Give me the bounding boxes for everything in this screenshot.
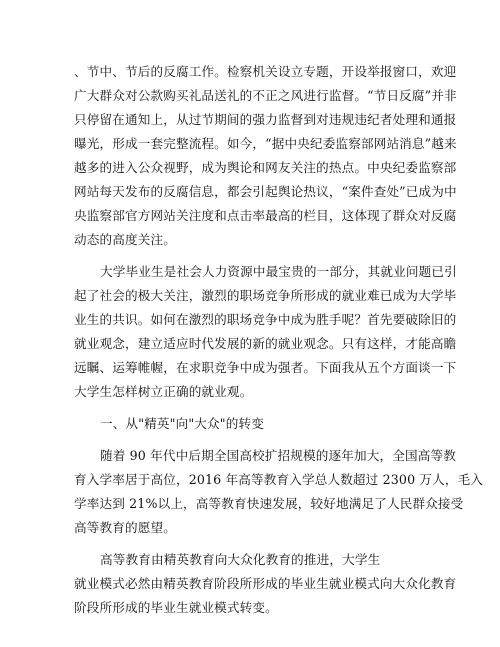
- text-line-10: 起了社会的极大关注，激烈的职场竞争所形成的就业难已成为大学毕: [74, 288, 457, 303]
- text-line-21: 就业模式必然由精英教育阶段所形成的毕业生就业模式向大众化教育: [74, 576, 457, 591]
- text-line-14: 大学生怎样树立正确的就业观。: [74, 384, 253, 399]
- text-line-7: 央监察部官方网站关注度和点击率最高的栏目，这体现了群众对反腐: [74, 208, 457, 223]
- text-line-8: 动态的高度关注。: [74, 232, 176, 247]
- text-line-17: 育入学率居于高位，2016 年高等教育入学总人数超过 2300 万人，毛入: [74, 472, 484, 487]
- text-line-4: 曝光，形成一套完整流程。如今，“据中央纪委监察部网站消息”越来: [74, 136, 457, 151]
- text-line-3: 只停留在通知上，从过节期间的强力监督到对违规违纪者处理和通报: [74, 112, 457, 127]
- text-line-5: 越多的进入公众视野，成为舆论和网友关注的热点。中央纪委监察部: [74, 160, 457, 175]
- text-line-18: 学率达到 21%以上，高等教育快速发展，较好地满足了人民群众接受: [74, 496, 464, 511]
- text-line-2: 广大群众对公款购买礼品送礼的不正之风进行监督。“节日反腐”并非: [74, 88, 457, 103]
- paragraph-start-line: 高等教育由精英教育向大众化教育的推进，大学生: [100, 552, 381, 567]
- text-line-13: 远瞩、运筹帷幄，在求职竞争中成为强者。下面我从五个方面谈一下: [74, 360, 457, 375]
- text-line-11: 业生的共识。如何在激烈的职场竞争中成为胜手呢？首先要破除旧的: [74, 312, 457, 327]
- paragraph-start-line: 随着 90 年代中后期全国高校扩招规模的逐年加大，全国高等教: [100, 448, 456, 463]
- text-line-19: 高等教育的愿望。: [74, 520, 176, 535]
- text-line-1: 、节中、节后的反腐工作。检察机关设立专题，开设举报窗口，欢迎: [74, 64, 457, 79]
- text-line-12: 就业观念，建立适应时代发展的新的就业观念。只有这样，才能高瞻: [74, 336, 457, 351]
- text-line-22: 阶段所形成的毕业生就业模式转变。: [74, 600, 278, 615]
- paragraph-start-line: 大学毕业生是社会人力资源中最宝贵的一部分，其就业问题已引: [100, 264, 457, 279]
- text-line-6: 网站每天发布的反腐信息，都会引起舆论热议，“案件查处”已成为中: [74, 184, 457, 199]
- section-heading: 一、从"精英"向"大众"的转变: [100, 416, 264, 431]
